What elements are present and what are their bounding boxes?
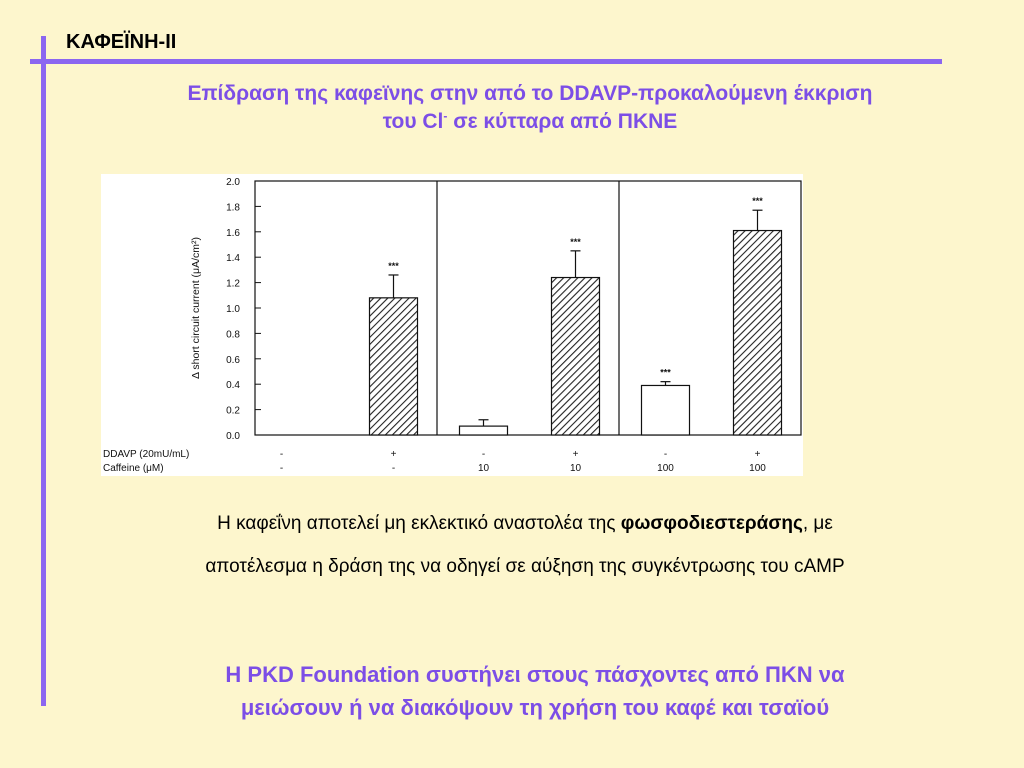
ddavp-value: - <box>279 449 284 460</box>
body-text-start: Η καφεΐνη αποτελεί μη εκλεκτικό αναστολέα της <box>217 513 621 534</box>
y-tick-label: 2.0 <box>226 177 240 188</box>
y-tick-label: 1.2 <box>226 278 240 290</box>
significance-marker: *** <box>752 196 763 207</box>
ddavp-value: + <box>754 449 761 460</box>
subtitle-line-1: Επίδραση της καφεϊνης στην από το DDAVP-προκαλούμενη έκκριση <box>187 82 873 105</box>
slide-title: ΚΑΦΕΪΝΗ-ΙΙ <box>66 31 177 53</box>
y-axis-label: Δ short circuit current (μA/cm²) <box>190 236 202 380</box>
chloride-charge: - <box>443 109 448 123</box>
body-line-2: αποτέλεσμα η δράση της να οδηγεί σε αύξηση της συγκέντρωσης του cAMP <box>205 556 845 577</box>
subtitle-line-2 <box>90 108 970 136</box>
caffeine-value: 100 <box>657 463 674 474</box>
y-tick-label: 1.8 <box>226 202 240 214</box>
y-tick-label: 0.0 <box>226 431 240 442</box>
bar <box>552 278 600 435</box>
significance-marker: *** <box>570 236 581 247</box>
caffeine-value: 100 <box>749 463 766 474</box>
y-tick-label: 0.4 <box>226 380 240 392</box>
bar-chart-svg <box>101 174 803 476</box>
caffeine-value: - <box>279 463 284 474</box>
slide-subtitle <box>90 80 970 136</box>
bar <box>370 298 418 435</box>
y-tick-label: 1.6 <box>226 227 240 239</box>
callout-line-1: Η PKD Foundation συστήνει στους πάσχοντες από ΠΚΝ να <box>225 662 845 687</box>
subtitle-line-2-end: σε κύτταρα από ΠΚΝΕ <box>447 110 678 133</box>
ddavp-value: - <box>663 449 668 460</box>
caffeine-value: 10 <box>477 463 490 474</box>
horizontal-accent-bar <box>30 59 942 64</box>
vertical-accent-bar <box>41 36 46 706</box>
y-tick-label: 1.0 <box>226 304 240 315</box>
row-label-ddavp: DDAVP (20mU/mL) <box>103 449 190 460</box>
body-line-1 <box>80 513 970 535</box>
row-label-caffeine: Caffeine (μM) <box>103 463 164 474</box>
recommendation-callout <box>90 658 980 724</box>
y-tick-label: 0.6 <box>226 354 240 366</box>
ddavp-value: + <box>390 449 397 460</box>
subtitle-line-2-start: του Cl <box>382 110 444 133</box>
y-tick-label: 0.8 <box>226 329 240 341</box>
ddavp-value: + <box>572 449 579 460</box>
y-tick-label: 0.2 <box>226 405 240 417</box>
bar <box>460 426 508 435</box>
chart-background <box>101 174 803 476</box>
y-tick-label: 1.4 <box>226 253 240 265</box>
ddavp-value: - <box>481 449 486 460</box>
bar <box>642 385 690 435</box>
callout-line-2: μειώσουν ή να διακόψουν τη χρήση του καφέ και τσαϊού <box>240 695 830 720</box>
significance-marker: *** <box>388 260 399 271</box>
body-keyword: φωσφοδιεστεράσης <box>620 513 803 534</box>
caffeine-value: 10 <box>569 463 582 474</box>
body-text-end: , με <box>802 513 833 534</box>
caffeine-value: - <box>391 463 396 474</box>
significance-marker: *** <box>660 367 671 378</box>
bar-chart <box>101 174 803 476</box>
bar <box>734 231 782 435</box>
